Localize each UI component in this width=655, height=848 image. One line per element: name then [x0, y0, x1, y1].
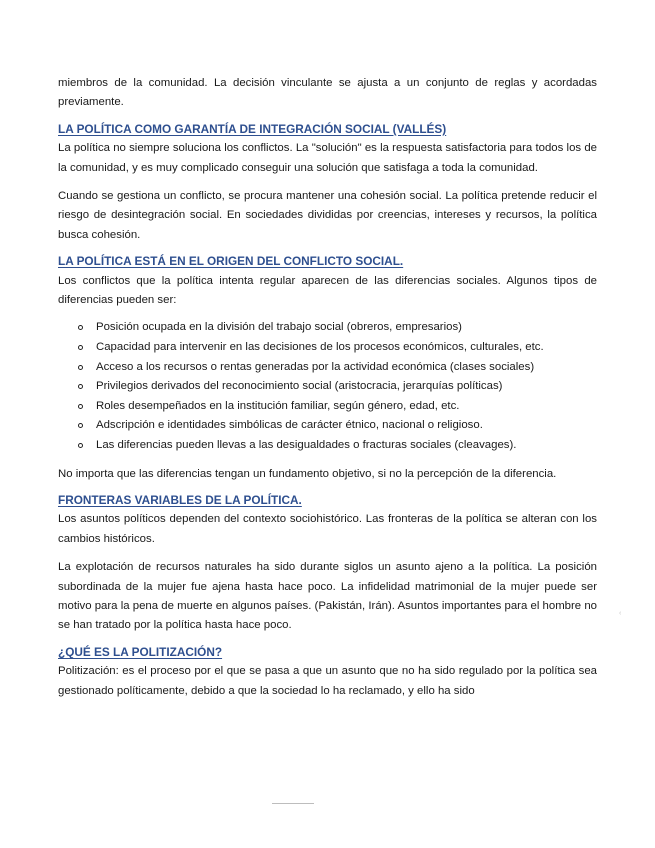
paragraph-solucion: La política no siempre soluciona los conflictos. La "solución" es la respuesta satisfactoria para todos los de la comunidad, y es muy complicado conseguir una solución que satisfaga a toda la comunidad. [58, 142, 597, 174]
paragraph-cohesion: Cuando se gestiona un conflicto, se procura mantener una cohesión social. La política pretende reducir el riesgo de desintegración social. En sociedades divididas por creencias, intereses y recursos, la política busca cohesión. [58, 190, 597, 241]
paragraph-asuntos-politicos: Los asuntos políticos dependen del contexto sociohistórico. Las fronteras de la política se alteran con los cambios históricos. [58, 513, 597, 545]
circle-bullet-icon [78, 443, 83, 448]
heading-integracion-social: LA POLÍTICA COMO GARANTÍA DE INTEGRACIÓN SOCIAL (VALLÉS) [58, 121, 447, 136]
paragraph-explotacion: La explotación de recursos naturales ha sido durante siglos un asunto ajeno a la política. La posición subordinada de la mujer fue ajena hasta hace poco. La infidelidad matrimonial de la mujer puede ser motivo para la pena de muerte en algunos países. (Pakistán, Irán). Asuntos importantes para el hombre no se han tratado por la política hasta hace poco. [58, 561, 597, 632]
circle-bullet-icon [78, 345, 83, 350]
list-item: Roles desempeñados en la institución familiar, según género, edad, etc. [78, 397, 597, 417]
paragraph-percepcion: No importa que las diferencias tengan un fundamento objetivo, si no la percepción de la diferencia. [58, 467, 557, 480]
list-item: Las diferencias pueden llevas a las desigualdades o fracturas sociales (cleavages). [78, 436, 597, 456]
document-page [58, 74, 597, 701]
circle-bullet-icon [78, 384, 83, 389]
paragraph-politizacion-def: Politización: es el proceso por el que se pasa a que un asunto que no ha sido regulado por la política sea gestionado políticamente, debido a que la sociedad lo ha reclamado, y ello ha sido [58, 665, 597, 697]
margin-mark: ‹ [619, 610, 622, 617]
list-item: Adscripción e identidades simbólicas de carácter étnico, nacional o religioso. [78, 416, 597, 436]
list-item: Acceso a los recursos o rentas generadas por la actividad económica (clases sociales) [78, 358, 597, 378]
differences-list [58, 318, 597, 455]
list-item: Posición ocupada en la división del trabajo social (obreros, empresarios) [78, 318, 597, 338]
circle-bullet-icon [78, 423, 83, 428]
circle-bullet-icon [78, 325, 83, 330]
footer-divider [272, 803, 314, 804]
paragraph-diferencias: Los conflictos que la política intenta regular aparecen de las diferencias sociales. Algunos tipos de diferencias pueden ser: [58, 274, 597, 307]
list-item: Capacidad para intervenir en las decisiones de los procesos económicos, culturales, etc. [78, 338, 597, 358]
heading-politizacion: ¿QUÉ ES LA POLITIZACIÓN? [58, 644, 223, 659]
heading-origen-conflicto: LA POLÍTICA ESTÁ EN EL ORIGEN DEL CONFLICTO SOCIAL. [58, 254, 404, 269]
list-item: Privilegios derivados del reconocimiento social (aristocracia, jerarquías políticas) [78, 377, 597, 397]
heading-fronteras: FRONTERAS VARIABLES DE LA POLÍTICA. [58, 493, 302, 508]
circle-bullet-icon [78, 404, 83, 409]
circle-bullet-icon [78, 365, 83, 370]
paragraph-intro: miembros de la comunidad. La decisión vinculante se ajusta a un conjunto de reglas y acordadas previamente. [58, 77, 597, 109]
